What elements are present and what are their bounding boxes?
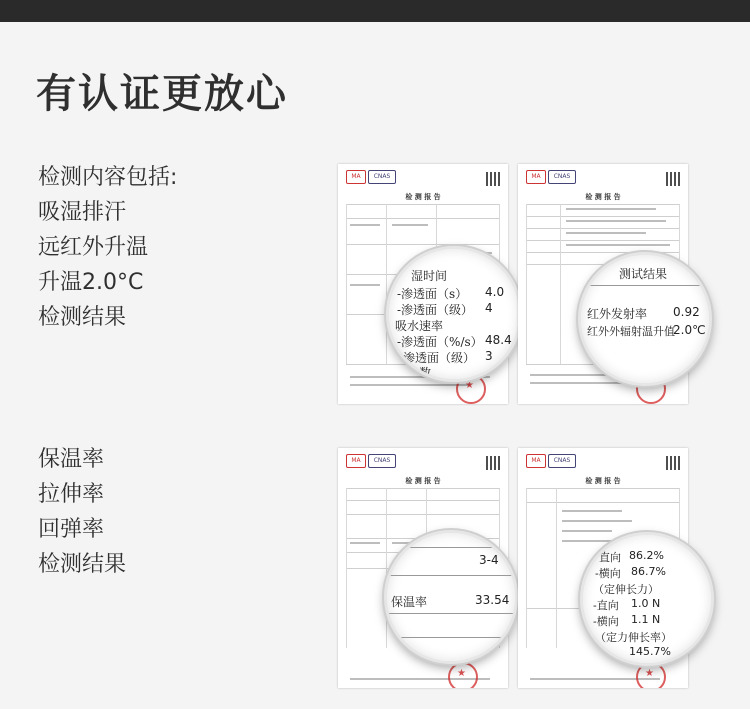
section2-line: 保温率 (38, 447, 105, 472)
mag-label: （定伸长力） (593, 583, 659, 596)
mag-label: -渗透面（级） (399, 351, 476, 365)
magnifier-elasticity (580, 532, 714, 666)
mag-label: 保温率 (391, 595, 428, 609)
magnifier-infrared (578, 252, 712, 386)
seal-stamp (636, 662, 666, 688)
qr-code (486, 172, 500, 186)
ma-logo: MA (346, 170, 366, 184)
mag-value: 4 (485, 301, 493, 315)
ma-logo: MA (346, 454, 366, 468)
section1-line: 检测结果 (38, 305, 127, 330)
mag-value: 145.7% (629, 645, 671, 658)
mag-label: -渗透面（s） (397, 287, 468, 301)
mag-label: 数 (419, 366, 432, 380)
cnas-logo: CNAS (368, 170, 396, 184)
section1-line: 远红外升温 (38, 235, 149, 260)
mag-label: 湿时间 (411, 269, 448, 283)
mag-heading: 测试结果 (619, 267, 668, 281)
mag-label: -渗透面（级） (397, 303, 474, 317)
mag-value: 48.4 (485, 333, 512, 347)
qr-code (666, 456, 680, 470)
mag-value: 3-4 (479, 553, 499, 567)
mag-value: 86.2% (629, 549, 664, 562)
mag-label: -直向 (593, 599, 619, 612)
qr-code (666, 172, 680, 186)
section1-text (38, 160, 177, 335)
ma-logo: MA (526, 170, 546, 184)
mag-value: 1.0 N (631, 597, 661, 610)
section1-line: 吸湿排汗 (38, 200, 127, 225)
mag-label: （定力伸长率） (595, 631, 672, 644)
mag-label: 红外发射率 (587, 307, 648, 321)
sheet-title: 检 测 报 告 (405, 477, 441, 485)
sheet-header (526, 454, 680, 472)
mag-value: 1.1 N (631, 613, 661, 626)
qr-code (486, 456, 500, 470)
sheet-title: 检 测 报 告 (585, 193, 621, 201)
mag-value: 86.7% (631, 565, 666, 578)
cnas-logo: CNAS (548, 170, 576, 184)
cnas-logo: CNAS (368, 454, 396, 468)
mag-value: 4.0 (485, 285, 505, 299)
section2-line: 拉伸率 (38, 482, 105, 507)
mag-label: 吸水速率 (395, 319, 444, 333)
mag-label: 直向 (599, 551, 621, 564)
sheet-title: 检 测 报 告 (585, 477, 621, 485)
top-band (0, 0, 750, 22)
section2-line: 回弹率 (38, 517, 105, 542)
section1-line: 升温2.0°C (38, 270, 144, 295)
magnifier-moisture (386, 246, 522, 382)
mag-label: 红外外辐射温升值 (587, 325, 675, 338)
sheet-header (526, 170, 680, 188)
mag-value: 3 (485, 349, 493, 363)
sheet-title: 检 测 报 告 (405, 193, 441, 201)
mag-value: 0.92 (673, 305, 700, 319)
mag-label: -横向 (593, 615, 619, 628)
section1-line: 检测内容包括: (38, 165, 178, 190)
ma-logo: MA (526, 454, 546, 468)
section2-text (38, 442, 126, 582)
mag-value: 2.0℃ (673, 323, 706, 337)
sheet-header (346, 170, 500, 188)
seal-stamp (448, 662, 478, 688)
page-title: 有认证更放心 (36, 71, 288, 117)
sheet-header (346, 454, 500, 472)
section2-line: 检测结果 (38, 552, 127, 577)
cnas-logo: CNAS (548, 454, 576, 468)
magnifier-warmth (384, 530, 518, 664)
mag-label: -渗透面（%/s） (397, 335, 483, 349)
mag-value: 33.54 (475, 593, 510, 607)
mag-label: -横向 (595, 567, 621, 580)
